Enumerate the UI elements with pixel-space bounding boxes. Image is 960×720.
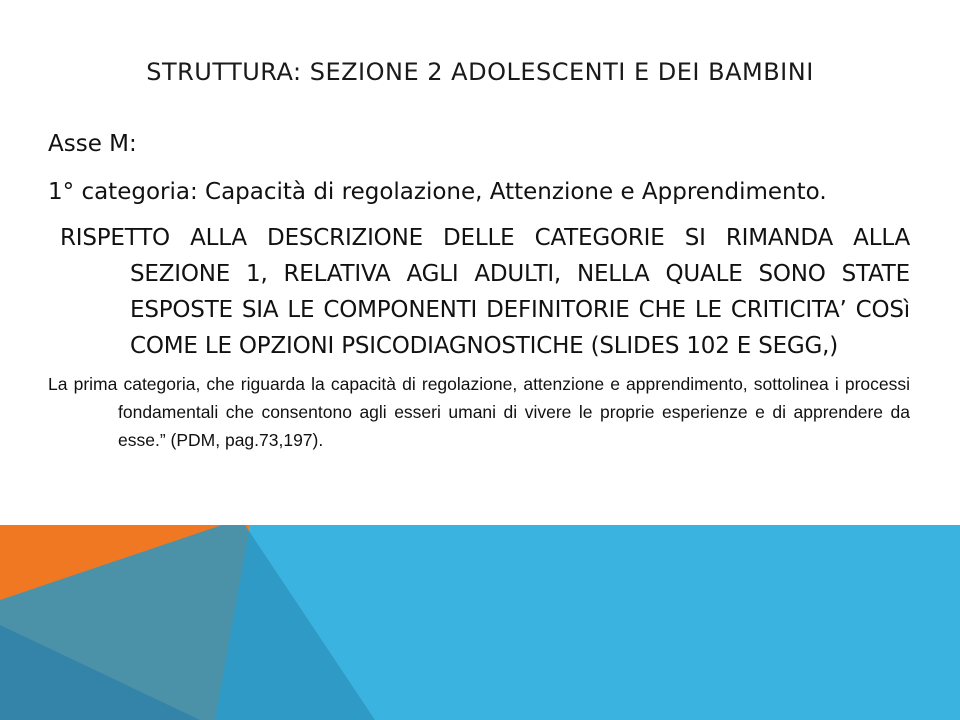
slide-title: STRUTTURA: SEZIONE 2 ADOLESCENTI E DEI BAMBINI [146, 58, 814, 86]
slide-body [48, 126, 910, 454]
category-paragraph: 1° categoria: Capacità di regolazione, Attenzione e Apprendimento. [48, 179, 827, 205]
quote-paragraph: La prima categoria, che riguarda la capacità di regolazione, attenzione e apprendimento, sottolinea i processi fondamentali che consentono agli esseri umani di vivere le proprie esperienze e di apprendere da esse.” (PDM, pag.73,197). [48, 374, 910, 450]
reference-paragraph: RISPETTO ALLA DESCRIZIONE DELLE CATEGORIE SI RIMANDA ALLA SEZIONE 1, RELATIVA AGLI ADULTI, NELLA QUALE SONO STATE ESPOSTE SIA LE COMPONENTI DEFINITORIE CHE LE CRITICITA’ COSì COME LE OPZIONI PSICODIAGNOSTICHE (SLIDES 102 E SEGG,) [60, 225, 910, 359]
axis-label: Asse M: [48, 131, 137, 157]
